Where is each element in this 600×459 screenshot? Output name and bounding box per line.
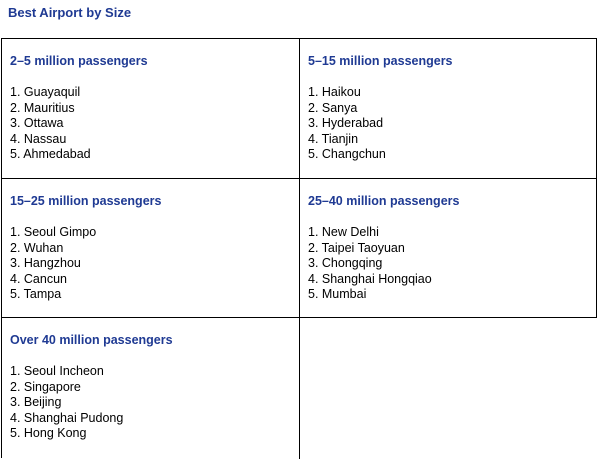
ranking-list [308, 225, 588, 303]
category-heading: 15–25 million passengers [10, 194, 162, 208]
category-heading: 2–5 million passengers [10, 54, 148, 68]
category-cell-over-40m [2, 318, 300, 459]
list-item: 4. Cancun [10, 271, 67, 286]
ranking-list [308, 85, 588, 163]
list-item: 2. Wuhan [10, 240, 64, 255]
list-item: 3. Ottawa [10, 116, 64, 131]
list-item: 3. Beijing [10, 395, 62, 410]
list-item: 1. Guayaquil [10, 85, 81, 99]
category-heading: Over 40 million passengers [10, 333, 173, 347]
category-cell-15-25m [2, 179, 300, 318]
category-heading: 25–40 million passengers [308, 194, 460, 208]
list-item: 1. Seoul Incheon [10, 364, 104, 378]
list-item: 5. Changchun [308, 147, 386, 162]
page-title: Best Airport by Size [8, 5, 132, 20]
list-item: 4. Shanghai Pudong [10, 410, 124, 425]
category-cell-2-5m [2, 39, 300, 179]
list-item: 2. Singapore [10, 379, 81, 394]
list-item: 2. Mauritius [10, 100, 75, 115]
list-item: 1. New Delhi [308, 225, 379, 239]
list-item: 4. Shanghai Hongqiao [308, 271, 432, 286]
ranking-list [10, 225, 291, 303]
list-item: 5. Tampa [10, 287, 62, 302]
ranking-list [10, 85, 291, 163]
list-item: 3. Hyderabad [308, 116, 384, 131]
category-cell-25-40m [300, 179, 597, 318]
list-item: 2. Taipei Taoyuan [308, 240, 405, 255]
list-item: 1. Haikou [308, 85, 361, 99]
list-item: 4. Nassau [10, 131, 67, 146]
list-item: 1. Seoul Gimpo [10, 225, 97, 239]
category-cell-5-15m [300, 39, 597, 179]
list-item: 5. Mumbai [308, 287, 367, 302]
airport-grid [1, 38, 597, 458]
empty-cell [300, 318, 597, 459]
list-item: 4. Tianjin [308, 131, 359, 146]
list-item: 5. Ahmedabad [10, 147, 91, 162]
category-heading: 5–15 million passengers [308, 54, 453, 68]
ranking-list [10, 364, 291, 442]
list-item: 2. Sanya [308, 100, 358, 115]
list-item: 3. Chongqing [308, 256, 383, 271]
list-item: 3. Hangzhou [10, 256, 81, 271]
list-item: 5. Hong Kong [10, 426, 87, 441]
